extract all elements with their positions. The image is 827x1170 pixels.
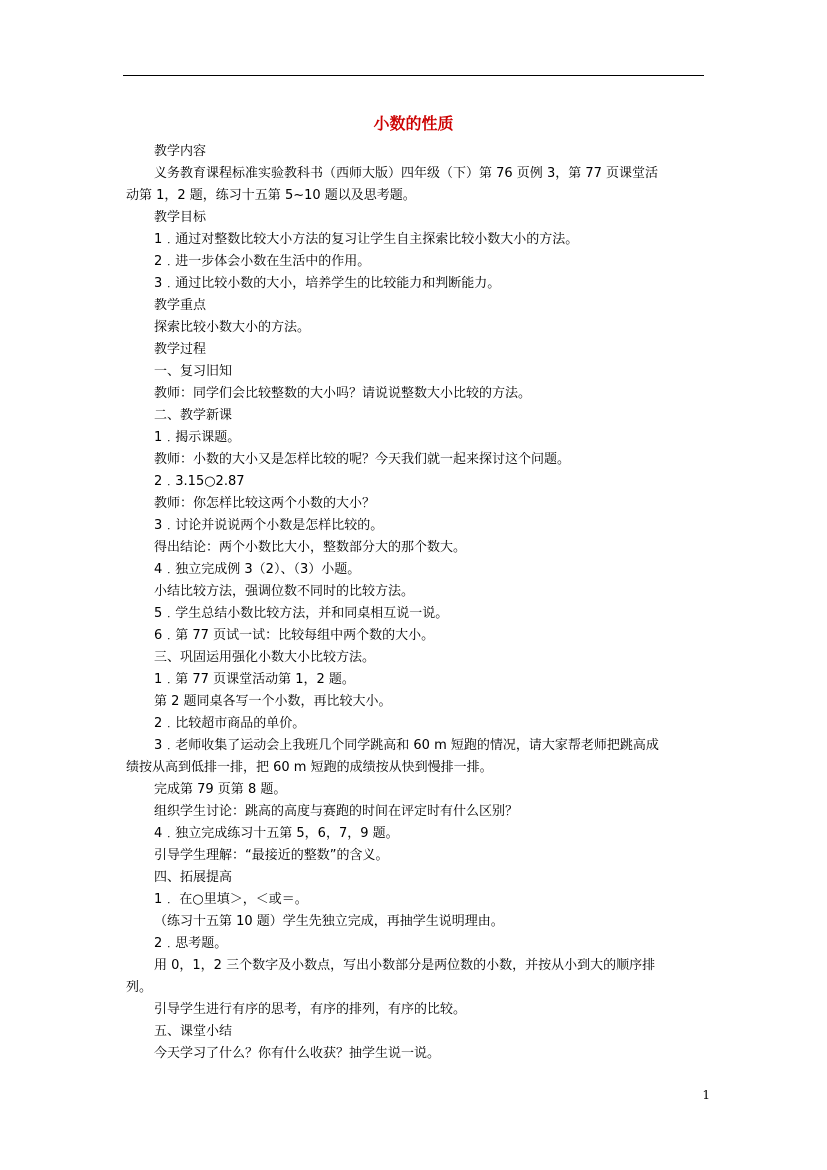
text-line: 教学目标 (154, 210, 207, 225)
text-line: 四、拓展提高 (154, 870, 233, 885)
text-line: 引导学生理解：“最接近的整数”的含义。 (154, 848, 389, 863)
text-line: 三、巩固运用强化小数大小比较方法。 (154, 650, 376, 665)
text-line: 1﹒揭示课题。 (154, 430, 241, 445)
text-line: 得出结论：两个小数比大小，整数部分大的那个数大。 (154, 540, 467, 555)
text-line: 2﹒进一步体会小数在生活中的作用。 (154, 254, 371, 269)
text-line: 义务教育课程标准实验教科书（西师大版）四年级（下）第 76 页例 3，第 77 页课堂活 (154, 166, 659, 181)
text-line: 教师：你怎样比较这两个小数的大小？ (154, 496, 376, 511)
document-body (126, 141, 708, 1065)
text-line: 6﹒第 77 页试一试：比较每组中两个数的大小。 (154, 628, 435, 643)
page-title: 小数的性质 (373, 114, 454, 133)
text-line: 第 2 题同桌各写一个小数，再比较大小。 (154, 694, 392, 709)
text-line: 组织学生讨论：跳高的高度与赛跑的时间在评定时有什么区别？ (154, 804, 519, 819)
text-line: 二、教学新课 (154, 408, 233, 423)
text-line: 教学过程 (154, 342, 207, 357)
text-line: 1﹒ 在○里填＞，＜或＝。 (154, 892, 308, 907)
text-line: 一、复习旧知 (154, 364, 233, 379)
text-line: 教学内容 (154, 144, 207, 159)
text-line: 1﹒第 77 页课堂活动第 1，2 题。 (154, 672, 355, 687)
text-line: 教师：小数的大小又是怎样比较的呢？今天我们就一起来探讨这个问题。 (154, 452, 571, 467)
text-line: 2﹒3.15○2.87 (154, 474, 245, 489)
text-line: （练习十五第 10 题）学生先独立完成，再抽学生说明理由。 (154, 914, 504, 929)
header-rule (123, 75, 704, 76)
text-line: 引导学生进行有序的思考，有序的排列，有序的比较。 (154, 1002, 467, 1017)
text-line: 列。 (126, 980, 153, 995)
text-line: 3﹒讨论并说说两个小数是怎样比较的。 (154, 518, 384, 533)
text-line: 绩按从高到低排一排，把 60 m 短跑的成绩按从快到慢排一排。 (126, 760, 493, 775)
text-line: 2﹒思考题。 (154, 936, 228, 951)
text-line: 教师：同学们会比较整数的大小吗？请说说整数大小比较的方法。 (154, 386, 532, 401)
text-line: 5﹒学生总结小数比较方法，并和同桌相互说一说。 (154, 606, 449, 621)
text-line: 五、课堂小结 (154, 1024, 233, 1039)
text-line: 教学重点 (154, 298, 207, 313)
text-line: 4﹒独立完成练习十五第 5，6，7，9 题。 (154, 826, 399, 841)
text-line: 用 0，1，2 三个数字及小数点，写出小数部分是两位数的小数，并按从小到大的顺序排 (154, 958, 656, 973)
text-line: 1﹒通过对整数比较大小方法的复习让学生自主探索比较小数大小的方法。 (154, 232, 579, 247)
text-line: 4﹒独立完成例 3（2）、（3）小题。 (154, 562, 361, 577)
text-line: 3﹒老师收集了运动会上我班几个同学跳高和 60 m 短跑的情况，请大家帮老师把跳高成 (154, 738, 659, 753)
text-line: 动第 1，2 题，练习十五第 5~10 题以及思考题。 (126, 188, 416, 203)
text-line: 完成第 79 页第 8 题。 (154, 782, 287, 797)
text-line: 探索比较小数大小的方法。 (154, 320, 311, 335)
text-line: 今天学习了什么？你有什么收获？抽学生说一说。 (154, 1046, 441, 1061)
page-number: 1 (702, 1088, 710, 1102)
text-line: 3﹒通过比较小数的大小，培养学生的比较能力和判断能力。 (154, 276, 501, 291)
text-line: 小结比较方法，强调位数不同时的比较方法。 (154, 584, 415, 599)
text-line: 2﹒比较超市商品的单价。 (154, 716, 306, 731)
